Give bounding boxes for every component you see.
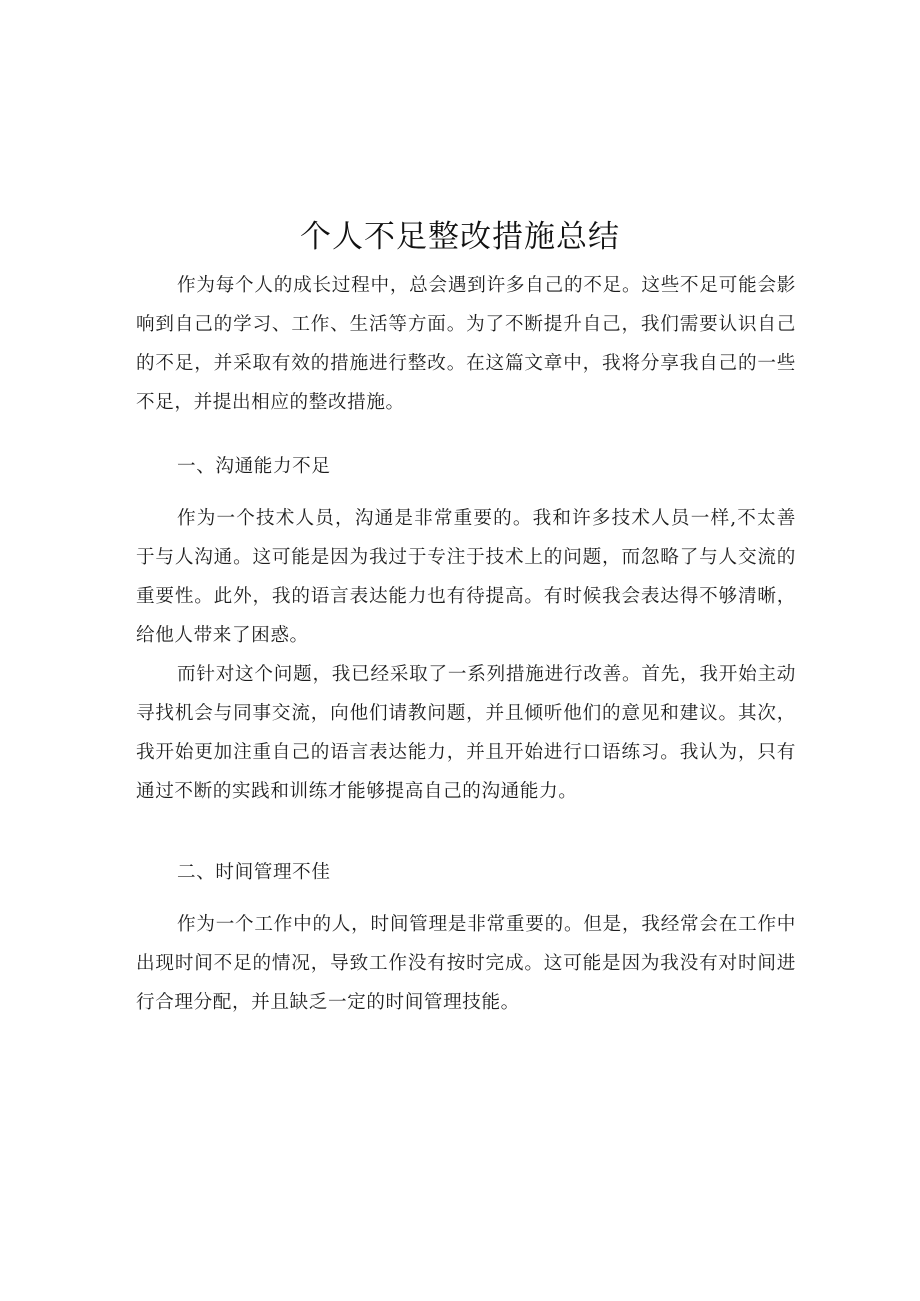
intro-paragraph: 作为每个人的成长过程中，总会遇到许多自己的不足。这些不足可能会影响到自己的学习、工作、生活等方面。为了不断提升自己，我们需要认识自己的不足，并采取有效的措施进行整改。在这篇文章中，我将分享我自己的一些不足，并提出相应的整改措施。: [136, 275, 796, 413]
document-title: 个人不足整改措施总结: [300, 219, 620, 255]
section-1-paragraph-2: 而针对这个问题，我已经采取了一系列措施进行改善。首先，我开始主动寻找机会与同事交流，向他们请教问题，并且倾听他们的意见和建议。其次，我开始更加注重自己的语言表达能力，并且开始进行口语练习。我认为，只有通过不断的实践和训练才能够提高自己的沟通能力。: [136, 664, 796, 802]
section-heading-communication: 一、沟通能力不足: [177, 456, 331, 477]
section-1-paragraph-1: 作为一个技术人员，沟通是非常重要的。我和许多技术人员一样,不太善于与人沟通。这可能是因为我过于专注于技术上的问题，而忽略了与人交流的重要性。此外，我的语言表达能力也有待提高。有时候我会表达得不够清晰，给他人带来了困惑。: [136, 508, 796, 646]
section-heading-time-management: 二、时间管理不佳: [177, 862, 331, 883]
section-2-paragraph-1: 作为一个工作中的人，时间管理是非常重要的。但是，我经常会在工作中出现时间不足的情况，导致工作没有按时完成。这可能是因为我没有对时间进行合理分配，并且缺乏一定的时间管理技能。: [136, 914, 796, 1013]
